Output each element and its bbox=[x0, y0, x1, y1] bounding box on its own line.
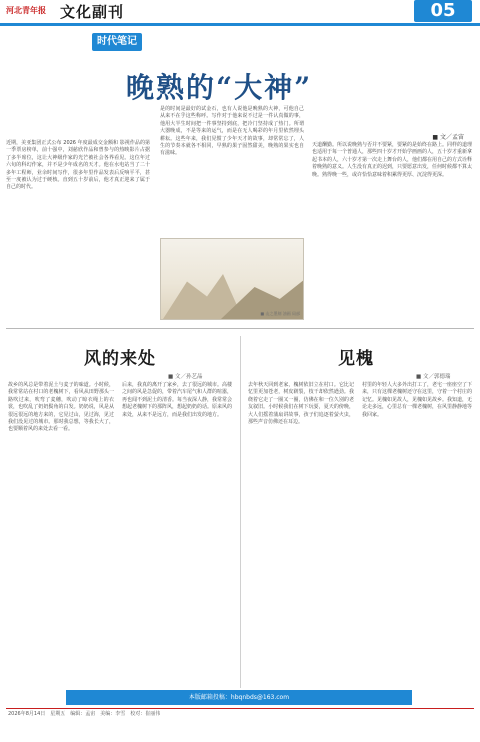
page-number: 05 bbox=[414, 0, 472, 22]
header-rule bbox=[0, 23, 480, 26]
section-title: 文化副刊 bbox=[60, 3, 125, 21]
feature-column-3: 天道酬勤。所以说晚熟与否并不要紧，要紧的是始终在路上。同样的道理也适用于每一个普通人，那些四十岁才开始学画画的人，五十岁才重新拿起书本的人，六十岁才第一次走上舞台的人，他们都在用自己的方式诠释着晚熟的意义。人生没有真正的迟到，只要愿意出发，任何时候都不算太晚。熟得晚一些，或许恰恰意味着积累得更厚、沉淀得更深。 bbox=[312, 142, 473, 178]
right-article-byline: ■ 文／郭德瑞 bbox=[416, 374, 451, 380]
feature-title: 晚熟的“大神” bbox=[126, 71, 313, 104]
left-article-column-2: 后来，我真的离开了家乡，去了很远的城市。高楼之间的风是急促的，带着汽车尾气和人群的喧嚣，再也闻不到泥土的清香。每当夜深人静，我常常会想起老槐树下的那阵风，想起奶奶的话。原来风的来处，从来不是远方，而是我们出发的地方。 bbox=[122, 382, 233, 418]
feature-photo bbox=[160, 238, 304, 320]
footer-rule bbox=[6, 708, 474, 709]
section-divider bbox=[6, 328, 474, 329]
feature-article bbox=[6, 30, 474, 324]
left-article-byline: ■ 文／孙艺晶 bbox=[168, 374, 203, 380]
left-article-column-1: 故乡的风总是带着泥土与麦子的味道。小时候，我常常站在村口的老槐树下，看风从田野那头一路吹过来，吹弯了麦穗，吹动了晾衣绳上的衣裳，也吹乱了奶奶鬓角的白发。奶奶说，风是从很远很远的地方来的，它见过山，见过海，见过我们没见过的城市。那时我总想，等我长大了，也要顺着风的来处去看一看。 bbox=[8, 382, 114, 433]
left-article-title: 风的来处 bbox=[84, 349, 156, 369]
newspaper-brand: 河北青年报 bbox=[6, 6, 46, 15]
right-article-column-1: 去年秋天回到老家，槐树依旧立在村口。它比记忆里更加苍老，树皮皲裂，枝干却依然遒劲。我绕着它走了一圈又一圈，仿佛在和一位久别的老友叙旧。小时候我们在树下玩耍，夏天的傍晚，大人们摇着蒲扇讲故事，孩子们追逐着萤火虫，那些声音仿佛还在耳边。 bbox=[248, 382, 354, 426]
masthead bbox=[0, 0, 480, 26]
footer-email-bar: 本版邮箱投稿：hbqnbds@163.com bbox=[66, 690, 412, 705]
right-article-column-2: 村里的年轻人大多外出打工了，老宅一座座空了下来，只有这棵老槐树还守在这里，守着一个村庄的记忆。见槐如见故人，见槐如见故乡。我知道，无论走多远，心里总有一棵老槐树，在风里静静地等我回家。 bbox=[362, 382, 473, 418]
column-separator bbox=[240, 336, 241, 688]
photo-caption: ■ 山之墨刻 油画 局部 bbox=[260, 311, 300, 316]
feature-column-1: 近期，美亚集团正式公布 2026 年度最成交金额和 影视作品的第一季票房榜单，前十强中，刘慈欣作品和曾参与的热映影片占据了多半席位，这让大神级作家的光芒被社会各界看见。这位年过六旬的科幻作家，并不是少年成名的天才。他在水电站当了二十多年工程师，业余时间写作，很多年里作品发表后反响平平，甚至一度被认为过于硬核。直到五十岁前后，他才真正迎来了属于自己的时代。 bbox=[6, 140, 150, 191]
feature-byline: ■ 文／孟宙 bbox=[432, 134, 464, 141]
column-tag: 时代笔记 bbox=[92, 33, 142, 51]
footer-info: 2026年8月14日 星期五 编辑：孟宙 美编：李雪 校对：崔丽伟 bbox=[8, 711, 161, 717]
feature-column-2: 是的时间是最好的试金石，也有人说他是晚熟的大神，可他自己从来不在乎这些称呼。写作对于他来说不过是一件认真做的事，他用大半生时间把一件事坚持到底，把冷门坚持成了热门。所谓大器晚成，不是等来的运气，而是在无人喝彩的年月里依然埋头耕耘。这些年来，我们见惯了少年天才的故事，却常常忘了，人生的节奏本就各不相同，早熟的果子固然甜美，晚熟的果实也自有滋味。 bbox=[160, 106, 304, 157]
right-article-title: 见槐 bbox=[338, 349, 374, 369]
